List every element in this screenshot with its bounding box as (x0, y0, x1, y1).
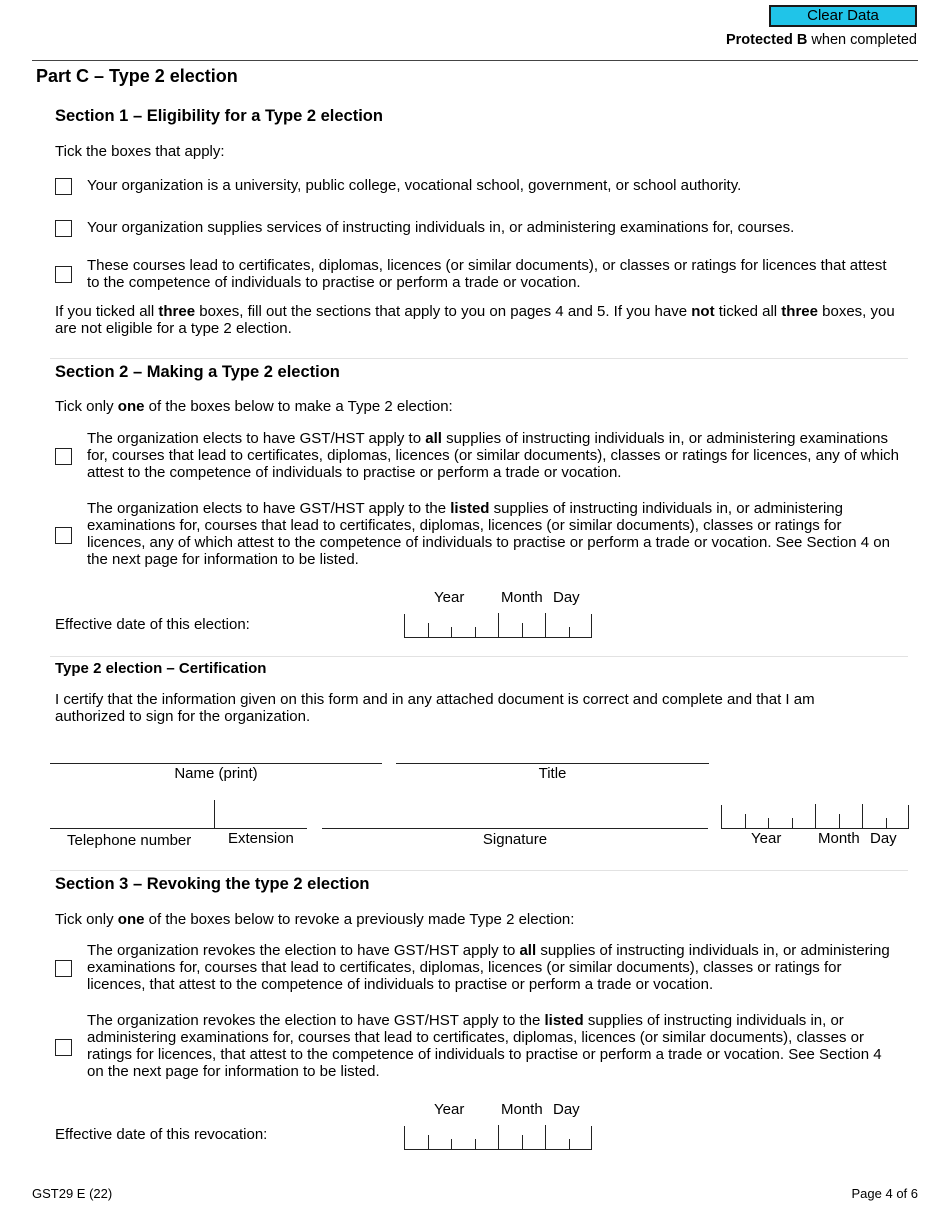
clear-data-button[interactable]: Clear Data (769, 5, 917, 27)
section2-checkbox-all[interactable] (55, 448, 72, 465)
section2-option-all: The organization elects to have GST/HST apply to all supplies of instructing individuals in, or administering examinations for, courses that lead to certificates, diplomas, licences (or similar documents), classes or ratings for licences, any of which attest to the competence of individuals to practise or perform a trade or vocation. (87, 430, 899, 481)
signature-line[interactable] (322, 828, 708, 829)
separator-2 (50, 656, 908, 657)
election-date-label: Effective date of this election: (55, 616, 250, 633)
signature-date-year-label: Year (751, 830, 782, 847)
revocation-date-day-label: Day (553, 1101, 580, 1118)
name-line[interactable] (50, 763, 382, 764)
election-date-day-label: Day (553, 589, 580, 606)
name-label: Name (print) (174, 765, 258, 782)
protected-label (726, 32, 917, 48)
section2-option-listed: The organization elects to have GST/HST apply to the listed supplies of instructing individuals in, or administering examinations for, courses that lead to certificates, diplomas, licences (or similar documents), classes or ratings for licences, any of which attest to the competence of individuals to practise or perform a trade or vocation. See Section 4 on the next page for information to be listed. (87, 500, 890, 568)
title-label: Title (538, 765, 567, 782)
section2-intro: Tick only one of the boxes below to make a Type 2 election: (55, 398, 453, 415)
revocation-date-month-label: Month (501, 1101, 543, 1118)
revocation-date-field[interactable] (404, 1126, 592, 1150)
section1-item-1: Your organization is a university, public college, vocational school, government, or school authority. (87, 177, 742, 194)
section2-title: Section 2 – Making a Type 2 election (55, 363, 340, 381)
certification-title: Type 2 election – Certification (55, 660, 267, 677)
telephone-line[interactable] (50, 828, 307, 829)
signature-date-month-label: Month (818, 830, 860, 847)
section3-option-listed: The organization revokes the election to have GST/HST apply to the listed supplies of instructing individuals in, or administering examinations for, courses that lead to certificates, diplomas, licences (or similar documents), classes or ratings for licences, that attest to the competence of individuals to practise or perform a trade or vocation. See Section 4 on the next page for information to be listed. (87, 1012, 882, 1080)
extension-divider (214, 800, 215, 828)
section1-checkbox-2[interactable] (55, 220, 72, 237)
section3-intro: Tick only one of the boxes below to revoke a previously made Type 2 election: (55, 911, 575, 928)
certification-text: I certify that the information given on this form and in any attached document is correct and complete and that I am authorized to sign for the organization. (55, 691, 815, 725)
part-title: Part C – Type 2 election (36, 66, 238, 86)
title-line[interactable] (396, 763, 709, 764)
extension-label: Extension (228, 830, 294, 847)
election-date-year-label: Year (434, 589, 465, 606)
section1-note: If you ticked all three boxes, fill out the sections that apply to you on pages 4 and 5. If you have not ticked all three boxes, you are not eligible for a type 2 election. (55, 303, 895, 337)
section1-title: Section 1 – Eligibility for a Type 2 election (55, 107, 383, 125)
protected-strong: Protected B (725, 32, 808, 48)
section1-intro: Tick the boxes that apply: (55, 143, 225, 160)
section1-item-3: These courses lead to certificates, diplomas, licences (or similar documents), or classes or ratings for licences that attest to the competence of individuals to practise or perform a trade or vocation. (87, 257, 887, 291)
section3-checkbox-listed[interactable] (55, 1039, 72, 1056)
section1-checkbox-1[interactable] (55, 178, 72, 195)
section3-title: Section 3 – Revoking the type 2 election (55, 875, 370, 893)
signature-date-day-label: Day (870, 830, 897, 847)
signature-date-field[interactable] (721, 805, 909, 829)
telephone-label: Telephone number (67, 832, 192, 849)
form-id: GST29 E (22) (32, 1186, 113, 1201)
protected-rest: when completed (807, 32, 917, 48)
section1-checkbox-3[interactable] (55, 266, 72, 283)
section3-checkbox-all[interactable] (55, 960, 72, 977)
revocation-date-label: Effective date of this revocation: (55, 1126, 268, 1143)
section1-item-2: Your organization supplies services of instructing individuals in, or administering examinations for, courses. (87, 219, 795, 236)
header-rule (32, 60, 918, 61)
separator-1 (50, 358, 908, 359)
election-date-field[interactable] (404, 614, 592, 638)
section3-option-all: The organization revokes the election to have GST/HST apply to all supplies of instructing individuals in, or administering examinations for, courses that lead to certificates, diplomas, licences (or similar documents), classes or ratings for licences, that attest to the competence of individuals to practise or perform a trade or vocation. (87, 942, 890, 993)
election-date-month-label: Month (501, 589, 543, 606)
section2-checkbox-listed[interactable] (55, 527, 72, 544)
page-number: Page 4 of 6 (851, 1186, 918, 1201)
revocation-date-year-label: Year (434, 1101, 465, 1118)
separator-3 (50, 870, 908, 871)
signature-label: Signature (482, 831, 548, 848)
